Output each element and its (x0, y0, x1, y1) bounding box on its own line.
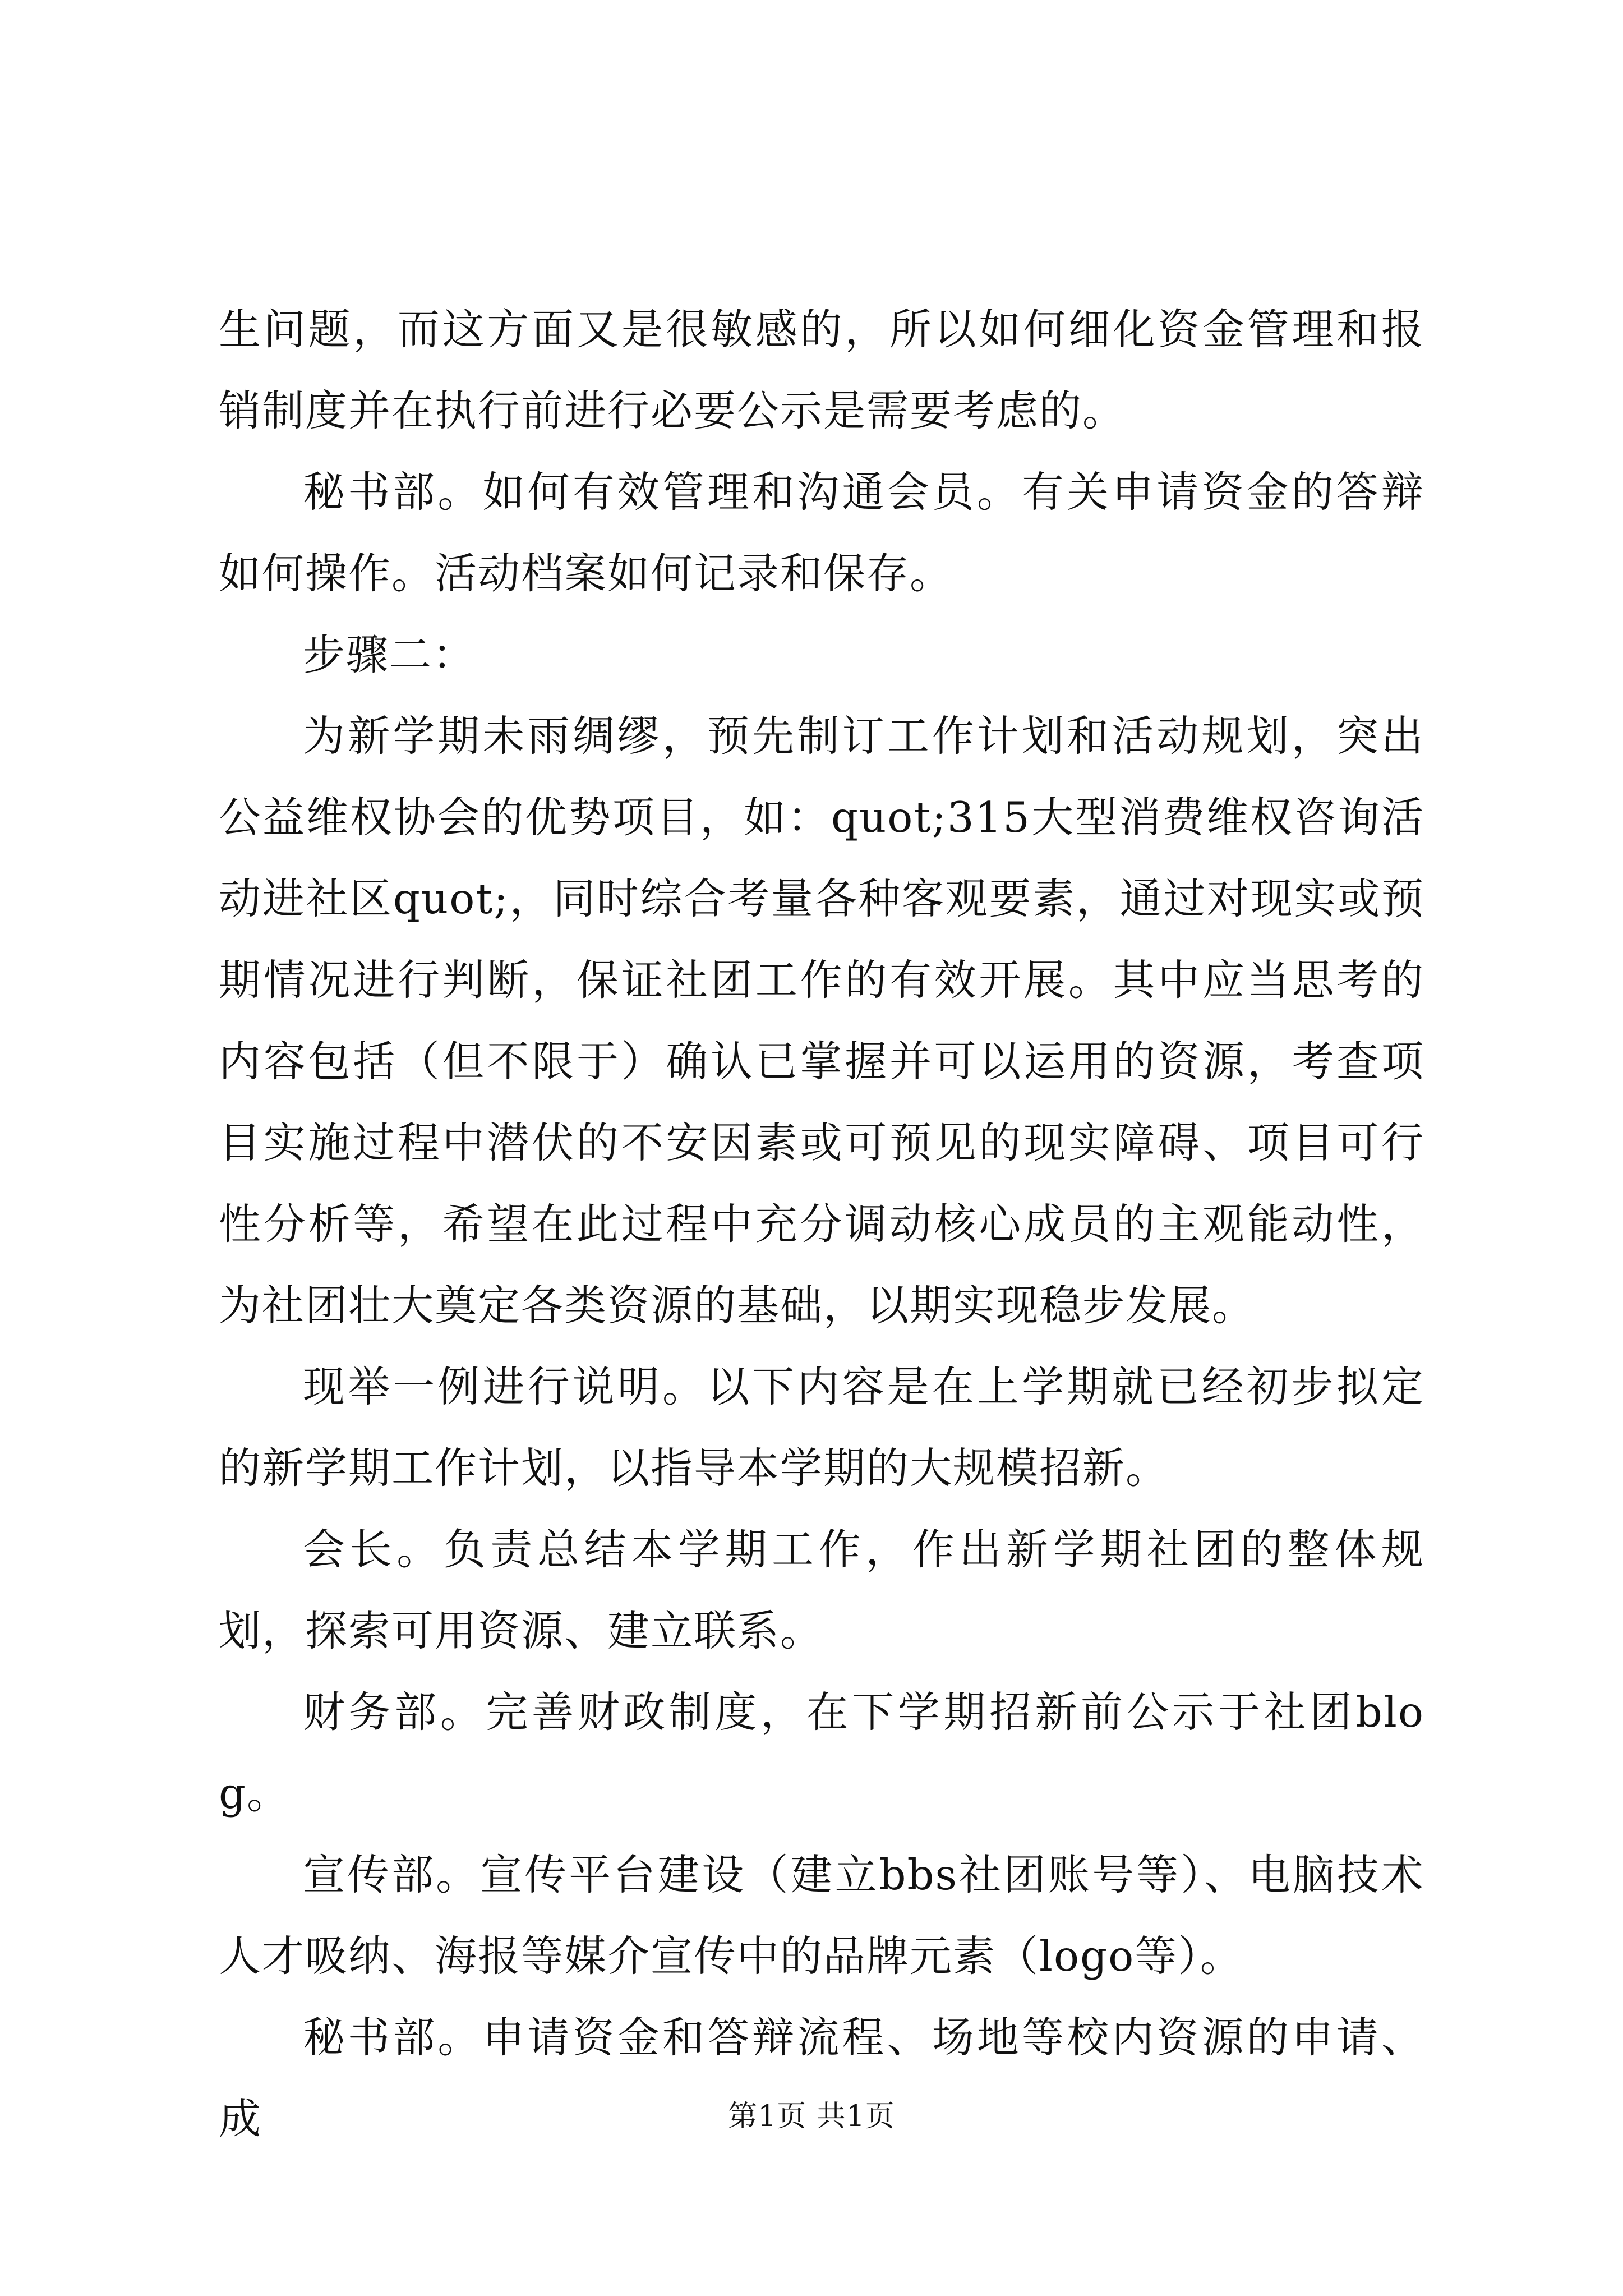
paragraph-step-two-body: 为新学期未雨绸缪，预先制订工作计划和活动规划，突出公益维权协会的优势项目，如：quot;315大型消费维权咨询活动进社区quot;，同时综合考量各种客观要素，通过对现实或预期情况进行判断，保证社团工作的有效开展。其中应当思考的内容包括（但不限于）确认已掌握并可以运用的资源，考查项目实施过程中潜伏的不安因素或可预见的现实障碍、项目可行性分析等，希望在此过程中充分调动核心成员的主观能动性，为社团壮大奠定各类资源的基础，以期实现稳步发展。 (219, 711, 1424, 1330)
paragraph-example-intro: 现举一例进行说明。以下内容是在上学期就已经初步拟定的新学期工作计划，以指导本学期的大规模招新。 (219, 1362, 1424, 1493)
paragraph-publicity: 宣传部。宣传平台建设（建立bbs社团账号等）、电脑技术人才吸纳、海报等媒介宣传中的品牌元素（logo等）。 (219, 1850, 1424, 1981)
paragraph-continued: 生问题，而这方面又是很敏感的，所以如何细化资金管理和报销制度并在执行前进行必要公示是需要考虑的。 (219, 305, 1424, 435)
paragraph-president: 会长。负责总结本学期工作，作出新学期社团的整体规划，探索可用资源、建立联系。 (219, 1525, 1424, 1655)
paragraph-secretariat-resources: 秘书部。申请资金和答辩流程、场地等校内资源的申请、成 (219, 2013, 1424, 2143)
paragraph-secretariat-members: 秘书部。如何有效管理和沟通会员。有关申请资金的答辩如何操作。活动档案如何记录和保存。 (219, 467, 1424, 598)
document-body (219, 289, 1424, 2160)
paragraph-finance: 财务部。完善财政制度，在下学期招新前公示于社团blog。 (219, 1687, 1424, 1818)
page-footer: 第1页 共1页 (728, 2100, 895, 2133)
paragraph-step-two-heading: 步骤二： (303, 630, 476, 679)
